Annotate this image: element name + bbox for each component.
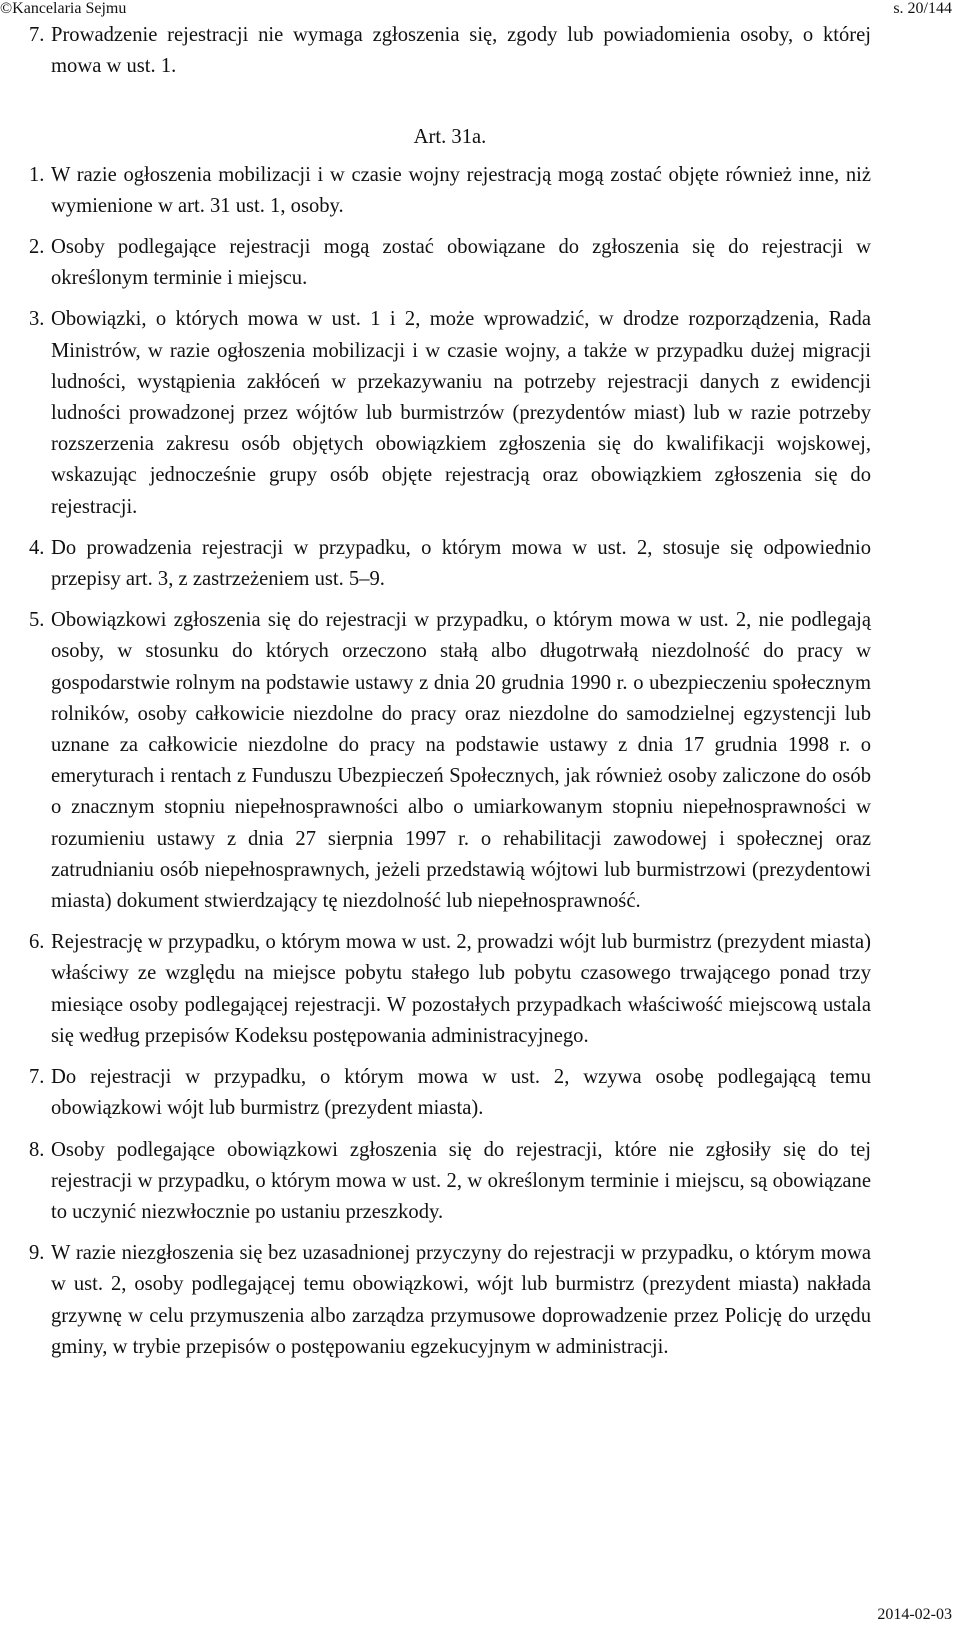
paragraph-number: 8. [29, 1138, 45, 1161]
paragraph-9 [29, 1238, 871, 1363]
article-title: Art. 31a. [413, 126, 487, 149]
paragraph-text: W razie niezgłoszenia się bez uzasadnionej przyczyny do rejestracji w przypadku, o którym mowa w ust. 2, osoby podlegającej temu obowiązkowi, wójt lub burmistrz (prezydent miasta) nakłada grzywnę w celu przymuszenia albo zarządza przymusowe doprowadzenie przez Policję do urzędu gminy, w trybie przepisów o postępowaniu egzekucyjnym w administracji. [51, 1242, 871, 1358]
paragraph-text: Rejestrację w przypadku, o którym mowa w ust. 2, prowadzi wójt lub burmistrz (prezydent miasta) właściwy ze względu na miejsce pobytu stałego lub pobytu czasowego trwającego ponad trzy miesiące osoby podlegającej rejestracji. W pozostałych przypadkach właściwość miejscową ustala się według przepisów Kodeksu postępowania administracyjnego. [51, 931, 871, 1047]
paragraph-2 [29, 232, 871, 294]
paragraph-3 [29, 304, 871, 522]
document-body [29, 20, 871, 1373]
paragraph-6 [29, 927, 871, 1052]
paragraph-number: 7. [29, 1066, 45, 1089]
header-source: ©Kancelaria Sejmu [0, 0, 127, 17]
paragraph-7 [29, 1062, 871, 1124]
paragraph-text: Obowiązki, o których mowa w ust. 1 i 2, może wprowadzić, w drodze rozporządzenia, Rada Ministrów, w razie ogłoszenia mobilizacji i w czasie wojny, a także w przypadku dużej migracji ludności, wystąpienia zakłóceń w przekazywaniu na potrzeby rejestracji danych z ewidencji ludności prowadzonej przez wójtów lub burmistrzów (prezydentów miast) lub w razie potrzeby rozszerzenia zakresu osób objętych obowiązkiem zgłoszenia się do kwalifikacji wojskowej, wskazując jednocześnie grupy osób objęte rejestracją oraz obowiązkiem zgłoszenia się do rejestracji. [51, 308, 871, 518]
paragraph-text: Obowiązkowi zgłoszenia się do rejestracji w przypadku, o którym mowa w ust. 2, nie podlegają osoby, w stosunku do których orzeczono stałą albo długotrwałą niezdolność do pracy w gospodarstwie rolnym na podstawie ustawy z dnia 20 grudnia 1990 r. o ubezpieczeniu społecznym rolników, osoby całkowicie niezdolne do pracy oraz niezdolne do samodzielnej egzystencji lub uznane za całkowicie niezdolne do pracy na podstawie ustawy z dnia 17 grudnia 1998 r. o emeryturach i rentach z Funduszu Ubezpieczeń Społecznych, jak również osoby zaliczone do osób o znacznym stopniu niepełnosprawności albo o umiarkowanym stopniu niepełnosprawności w rozumieniu ustawy z dnia 27 sierpnia 1997 r. o rehabilitacji zawodowej i społecznej oraz zatrudnianiu osób niepełnosprawnych, jeżeli przedstawią wójtowi lub burmistrzowi (prezydentowi miasta) dokument stwierdzający tę niezdolność lub niepełnosprawność. [51, 609, 871, 913]
paragraph-text: Osoby podlegające rejestracji mogą zostać obowiązane do zgłoszenia się do rejestracji w określonym terminie i miejscu. [51, 236, 871, 290]
paragraph-number: 5. [29, 609, 45, 632]
paragraph-text: Do rejestracji w przypadku, o którym mowa w ust. 2, wzywa osobę podlegającą temu obowiązkowi wójt lub burmistrz (prezydent miasta). [51, 1066, 871, 1120]
paragraph-text: Osoby podlegające obowiązkowi zgłoszenia się do rejestracji, które nie zgłosiły się do tej rejestracji w przypadku, o którym mowa w ust. 2, w określonym terminie i miejscu, są obowiązane to uczynić niezwłocznie po ustaniu przeszkody. [51, 1138, 871, 1223]
paragraph-number: 6. [29, 931, 45, 954]
paragraph-number: 1. [29, 163, 45, 186]
paragraph-8 [29, 1135, 871, 1229]
paragraph-intro [29, 20, 871, 82]
page-number: s. 20/144 [893, 0, 952, 17]
footer-date: 2014-02-03 [877, 1606, 952, 1623]
paragraph-text: W razie ogłoszenia mobilizacji i w czasie wojny rejestracją mogą zostać objęte również inne, niż wymienione w art. 31 ust. 1, osoby. [51, 163, 871, 217]
paragraph-number: 9. [29, 1242, 45, 1265]
paragraph-4 [29, 533, 871, 595]
paragraph-number: 7. [29, 24, 45, 46]
paragraph-text: Prowadzenie rejestracji nie wymaga zgłoszenia się, zgody lub powiadomienia osoby, o której mowa w ust. 1. [51, 24, 871, 78]
paragraph-5 [29, 605, 871, 917]
paragraph-1 [29, 160, 871, 222]
paragraph-number: 2. [29, 236, 45, 259]
paragraph-number: 3. [29, 308, 45, 331]
paragraph-text: Do prowadzenia rejestracji w przypadku, o którym mowa w ust. 2, stosuje się odpowiednio przepisy art. 3, z zastrzeżeniem ust. 5–9. [51, 536, 871, 591]
paragraph-number: 4. [29, 536, 45, 559]
